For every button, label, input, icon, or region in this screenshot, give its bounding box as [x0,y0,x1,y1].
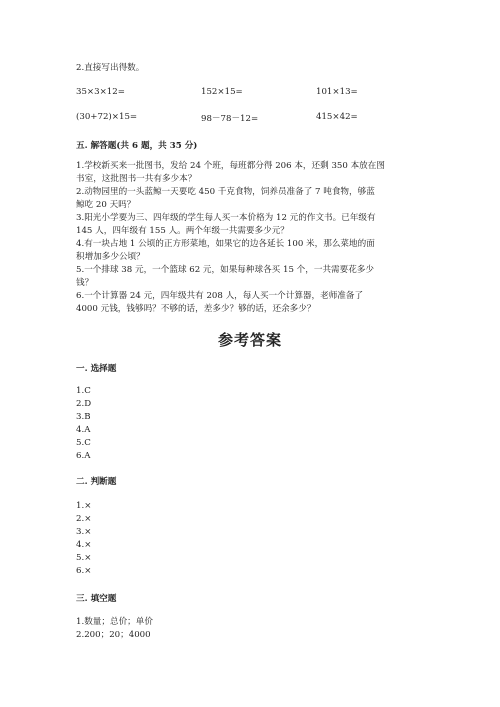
judge-section-title: 二. 判断题 [76,477,117,487]
fill-answer-list [76,616,153,642]
problem-line: 鲸吃 20 天吗？ [76,200,136,210]
problem-line: 3.阳光小学要为三、四年级的学生每人买一本价格为 12 元的作文书。已年级有 [76,213,376,223]
calc-row-1 [76,87,416,99]
problem-line: 145 人，四年级有 155 人。两个年级一共需要多少元？ [76,226,289,236]
list-item: 6.A [76,451,91,461]
judge-answer-list [76,500,91,578]
problem-line: 5.一个排球 38 元，一个篮球 62 元，如果每种球各买 15 个，一共需要花多少 [76,265,375,275]
list-item: 2.D [76,399,92,409]
problem-line: 4.有一块占地 1 公顷的正方形菜地，如果它的边各延长 100 米，那么菜地的面 [76,239,375,249]
calc-item: 415×42= [316,112,358,122]
list-item: 3.B [76,412,91,422]
list-item: 1.× [76,501,92,511]
answers-title: 参考答案 [217,331,282,349]
list-item: 4.A [76,425,91,435]
calc-item: 98－78－12= [201,114,259,124]
problem-line: 钱？ [76,278,94,288]
problem-line: 积增加多少公顷？ [76,252,145,262]
calc-item: 101×13= [316,87,358,97]
calc-row-2 [76,112,416,124]
list-item: 1.C [76,386,91,396]
list-item: 2.200；20；4000 [76,630,151,640]
section5-title: 五. 解答题(共 6 题，共 35 分) [76,141,198,151]
problem-line: 2.动物园里的一头蓝鲸一天要吃 450 千克食物，饲养员准备了 7 吨食物，够蓝 [76,187,375,197]
q2-title: 2.直接写出得数。 [76,63,145,73]
fill-section-title: 三. 填空题 [76,594,117,604]
calc-item: (30+72)×15= [76,112,138,122]
problem-line: 书室，这批图书一共有多少本？ [76,174,197,184]
list-item: 3.× [76,527,92,537]
list-item: 5.× [76,553,92,563]
list-item: 2.× [76,514,92,524]
problem-line: 6.一个计算器 24 元，四年级共有 208 人，每人买一个计算器，老师准备了 [76,291,364,301]
problem-line: 1.学校新买来一批图书，发给 24 个班，每班都分得 206 本，还剩 350 本放在图 [76,161,385,171]
problem-line: 4000 元钱，钱够吗？不够的话，差多少？够的话，还余多少？ [76,304,316,314]
list-item: 4.× [76,540,92,550]
list-item: 1.数量；总价；单价 [76,617,153,627]
calc-item: 152×15= [201,87,243,97]
list-item: 5.C [76,438,91,448]
choice-section-title: 一. 选择题 [76,364,117,374]
choice-answer-list [76,385,91,463]
list-item: 6.× [76,566,92,576]
calc-item: 35×3×12= [76,87,125,97]
